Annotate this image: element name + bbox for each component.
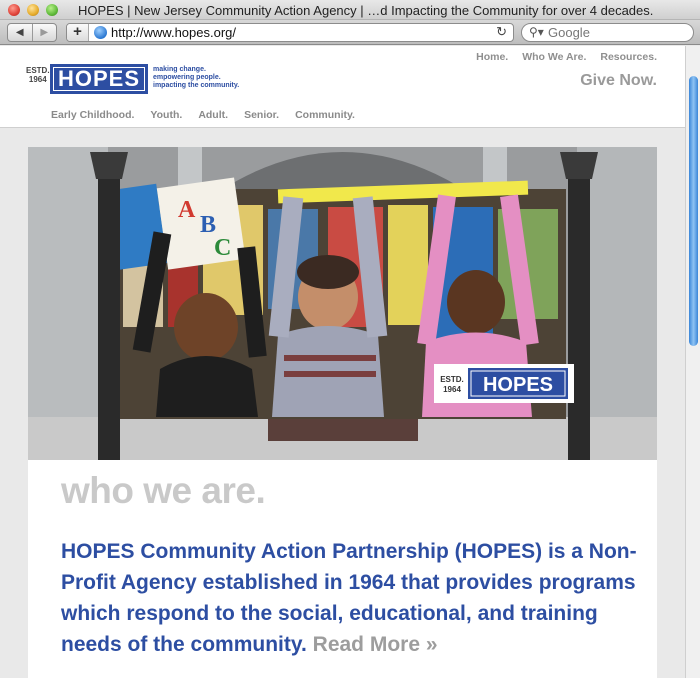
hero-photo	[28, 147, 657, 460]
give-now-link[interactable]: Give Now.	[580, 72, 657, 89]
nav-link-senior[interactable]: Senior.	[244, 109, 280, 121]
nav-link-adult[interactable]: Adult.	[198, 109, 229, 121]
window-titlebar	[0, 0, 700, 20]
hero-image	[28, 147, 657, 460]
history-buttons	[7, 23, 57, 42]
url-text[interactable]: http://www.hopes.org/	[111, 25, 237, 40]
logo-tagline: making change. empowering people. impacting the community.	[153, 66, 240, 89]
book-letter-b: B	[200, 212, 217, 238]
minimize-window-icon[interactable]	[27, 4, 39, 16]
section-title: who we are.	[61, 470, 266, 511]
read-more-link[interactable]: Read More »	[312, 633, 438, 656]
established-stamp: ESTD. 1964	[26, 66, 50, 84]
search-field[interactable]	[521, 23, 694, 42]
main-nav	[51, 109, 355, 121]
search-icon[interactable]: ⚲▾	[529, 25, 544, 39]
search-input[interactable]	[548, 25, 688, 40]
browser-toolbar	[0, 20, 700, 45]
banner-estd-line2: 1964	[443, 385, 461, 394]
nav-link-early-childhood[interactable]: Early Childhood.	[51, 109, 135, 121]
address-bar[interactable]	[66, 23, 514, 42]
nav-link-community[interactable]: Community.	[295, 109, 355, 121]
back-icon[interactable]: ◀	[15, 27, 24, 38]
banner-estd-line1: ESTD.	[440, 375, 464, 384]
nav-link-who-we-are[interactable]: Who We Are.	[522, 51, 587, 63]
reload-icon[interactable]: ↻	[496, 24, 507, 39]
nav-link-youth[interactable]: Youth.	[150, 109, 183, 121]
nav-link-resources[interactable]: Resources.	[600, 51, 657, 63]
hopes-logo[interactable]: HOPES	[50, 64, 148, 94]
intro-text: HOPES Community Action Partnership (HOPES) is a Non-Profit Agency established in 1964 that provides programs which respond to the social, educational, and training needs of the community.	[61, 540, 637, 656]
page-content	[0, 129, 685, 678]
intro-paragraph	[61, 536, 651, 660]
book-letter-c: C	[214, 235, 232, 261]
window-title: HOPES | New Jersey Community Action Agency | …d Impacting the Community for over 4 decades.	[78, 3, 654, 18]
zoom-window-icon[interactable]	[46, 4, 58, 16]
banner-logo-text: HOPES	[482, 374, 554, 396]
book-letter-a: A	[178, 197, 196, 223]
scroll-thumb[interactable]	[689, 76, 698, 346]
who-we-are-card	[28, 460, 657, 678]
nav-link-home[interactable]: Home.	[476, 51, 509, 63]
vertical-scrollbar[interactable]	[685, 46, 700, 678]
site-header	[0, 46, 685, 128]
close-window-icon[interactable]	[8, 4, 20, 16]
utility-nav	[476, 51, 657, 63]
globe-icon	[94, 26, 107, 39]
forward-icon[interactable]: ▶	[32, 24, 57, 41]
add-bookmark-icon[interactable]: +	[67, 24, 89, 41]
